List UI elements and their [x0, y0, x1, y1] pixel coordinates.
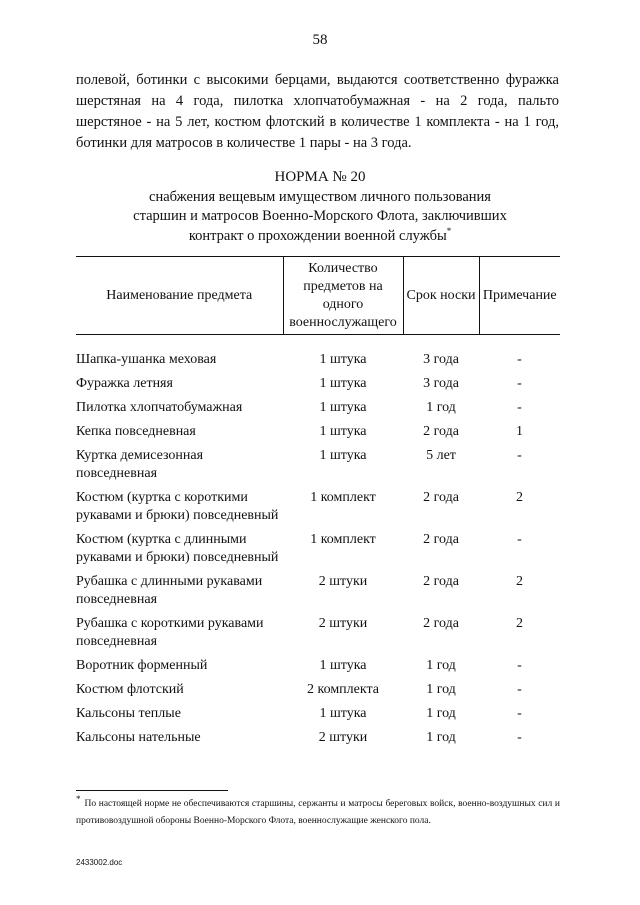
table-row: [76, 423, 560, 447]
item-count-cell: 1 штука: [319, 424, 367, 439]
table-row: [76, 705, 560, 729]
item-count-cell: 2 штуки: [318, 616, 368, 631]
item-term-cell: 1 год: [426, 658, 456, 673]
footnote-text: По настоящей норме не обеспечиваются старшины, сержанты и матросы береговых войск, военно-воздушных сил и противовоздушной обороны Военно-Морского Флота, военнослужащие женского пола.: [76, 799, 560, 826]
table-header-row: [76, 257, 560, 335]
footnote-separator: [76, 790, 228, 791]
norm-subtitle-line-1: снабжения вещевым имуществом личного пользования: [149, 188, 491, 205]
item-term-cell: 1 год: [426, 706, 456, 721]
item-term-cell: 3 года: [423, 352, 459, 367]
item-term-cell: 2 года: [423, 490, 459, 505]
item-term-cell: 2 года: [423, 532, 459, 547]
item-count-cell: 2 штуки: [318, 574, 368, 589]
item-name-cell: Костюм (куртка с короткими рукавами и брюки) повседневный: [76, 490, 279, 523]
item-note-cell: -: [517, 376, 522, 391]
footnote: [76, 793, 560, 830]
item-note-cell: 2: [516, 616, 523, 631]
item-term-cell: 2 года: [423, 574, 459, 589]
item-note-cell: -: [517, 400, 522, 415]
footnote-mark: *: [76, 793, 81, 804]
item-name-cell: Кальсоны теплые: [76, 706, 181, 721]
item-name-cell: Воротник форменный: [76, 658, 208, 673]
item-name-cell: Пилотка хлопчатобумажная: [76, 400, 243, 415]
item-note-cell: -: [517, 706, 522, 721]
item-note-cell: -: [517, 658, 522, 673]
item-count-cell: 1 комплект: [310, 532, 376, 547]
table-row: [76, 573, 560, 615]
intro-rest: шерстяная на 4 года, пилотка хлопчатобумажная - на 2 года, пальто шерстяное - на 5 лет, костюм флотский в количестве 1 комплекта - на 1 год, ботинки для матросов в количестве 1 пары - на 3 года.: [76, 93, 559, 151]
item-count-cell: 1 штука: [319, 352, 367, 367]
norm-subtitle-line-3-text: контракт о прохождении военной службы: [188, 227, 447, 244]
item-name-cell: Кальсоны нательные: [76, 730, 201, 745]
header-item-name: Наименование предмета: [76, 257, 283, 335]
item-count-cell: 1 комплект: [310, 490, 376, 505]
item-name-cell: Кепка повседневная: [76, 424, 196, 439]
item-name-cell: Рубашка с длинными рукавами повседневная: [76, 574, 263, 607]
table-row: [76, 447, 560, 489]
header-note: Примечание: [479, 257, 560, 335]
item-count-cell: 1 штука: [319, 400, 367, 415]
table-row: [76, 351, 560, 375]
item-term-cell: 2 года: [423, 424, 459, 439]
item-count-cell: 2 штуки: [318, 730, 368, 745]
item-name-cell: Костюм (куртка с длинными рукавами и брюки) повседневный: [76, 532, 279, 565]
table-row: [76, 681, 560, 705]
norms-table: [76, 256, 560, 753]
item-count-cell: 2 комплекта: [307, 682, 379, 697]
table-row: [76, 531, 560, 573]
item-term-cell: 2 года: [423, 616, 459, 631]
item-note-cell: 1: [516, 424, 523, 439]
norm-title-block: [60, 168, 580, 246]
table-row: [76, 729, 560, 753]
item-count-cell: 1 штука: [319, 448, 367, 463]
item-name-cell: Рубашка с короткими рукавами повседневная: [76, 616, 264, 649]
document-id: 2433002.doc: [76, 858, 123, 867]
item-count-cell: 1 штука: [319, 706, 367, 721]
header-count: Количество предметов на одного военнослужащего: [283, 257, 403, 335]
item-term-cell: 1 год: [426, 400, 456, 415]
item-term-cell: 1 год: [426, 682, 456, 697]
item-count-cell: 1 штука: [319, 376, 367, 391]
item-name-cell: Фуражка летняя: [76, 376, 173, 391]
item-term-cell: 3 года: [423, 376, 459, 391]
norm-subtitle-line-2: старшин и матросов Военно-Морского Флота, заключивших: [133, 208, 507, 224]
intro-paragraph: [76, 70, 559, 154]
norm-heading: НОРМА № 20: [274, 169, 366, 185]
table-row: [76, 375, 560, 399]
item-name-cell: Костюм флотский: [76, 682, 184, 697]
header-term: Срок носки: [403, 257, 479, 335]
table-body: [76, 335, 560, 754]
table-row: [76, 615, 560, 657]
item-note-cell: -: [517, 352, 522, 367]
page-number: 58: [312, 32, 328, 48]
item-term-cell: 5 лет: [426, 448, 456, 463]
item-note-cell: -: [517, 730, 522, 745]
item-note-cell: -: [517, 682, 522, 697]
footnote-reference-mark: *: [446, 225, 452, 236]
item-term-cell: 1 год: [426, 730, 456, 745]
item-note-cell: -: [517, 448, 522, 463]
norm-subtitle-line-3: [60, 227, 580, 247]
item-name-cell: Шапка-ушанка меховая: [76, 352, 217, 367]
intro-line-1: полевой, ботинки с высокими берцами, выдаются соответственно фуражка: [76, 72, 559, 88]
item-note-cell: 2: [516, 574, 523, 589]
item-count-cell: 1 штука: [319, 658, 367, 673]
item-name-cell: Куртка демисезонная повседневная: [76, 448, 204, 481]
table-row: [76, 489, 560, 531]
table-row: [76, 399, 560, 423]
item-note-cell: -: [517, 532, 522, 547]
item-note-cell: 2: [516, 490, 523, 505]
table-row: [76, 657, 560, 681]
